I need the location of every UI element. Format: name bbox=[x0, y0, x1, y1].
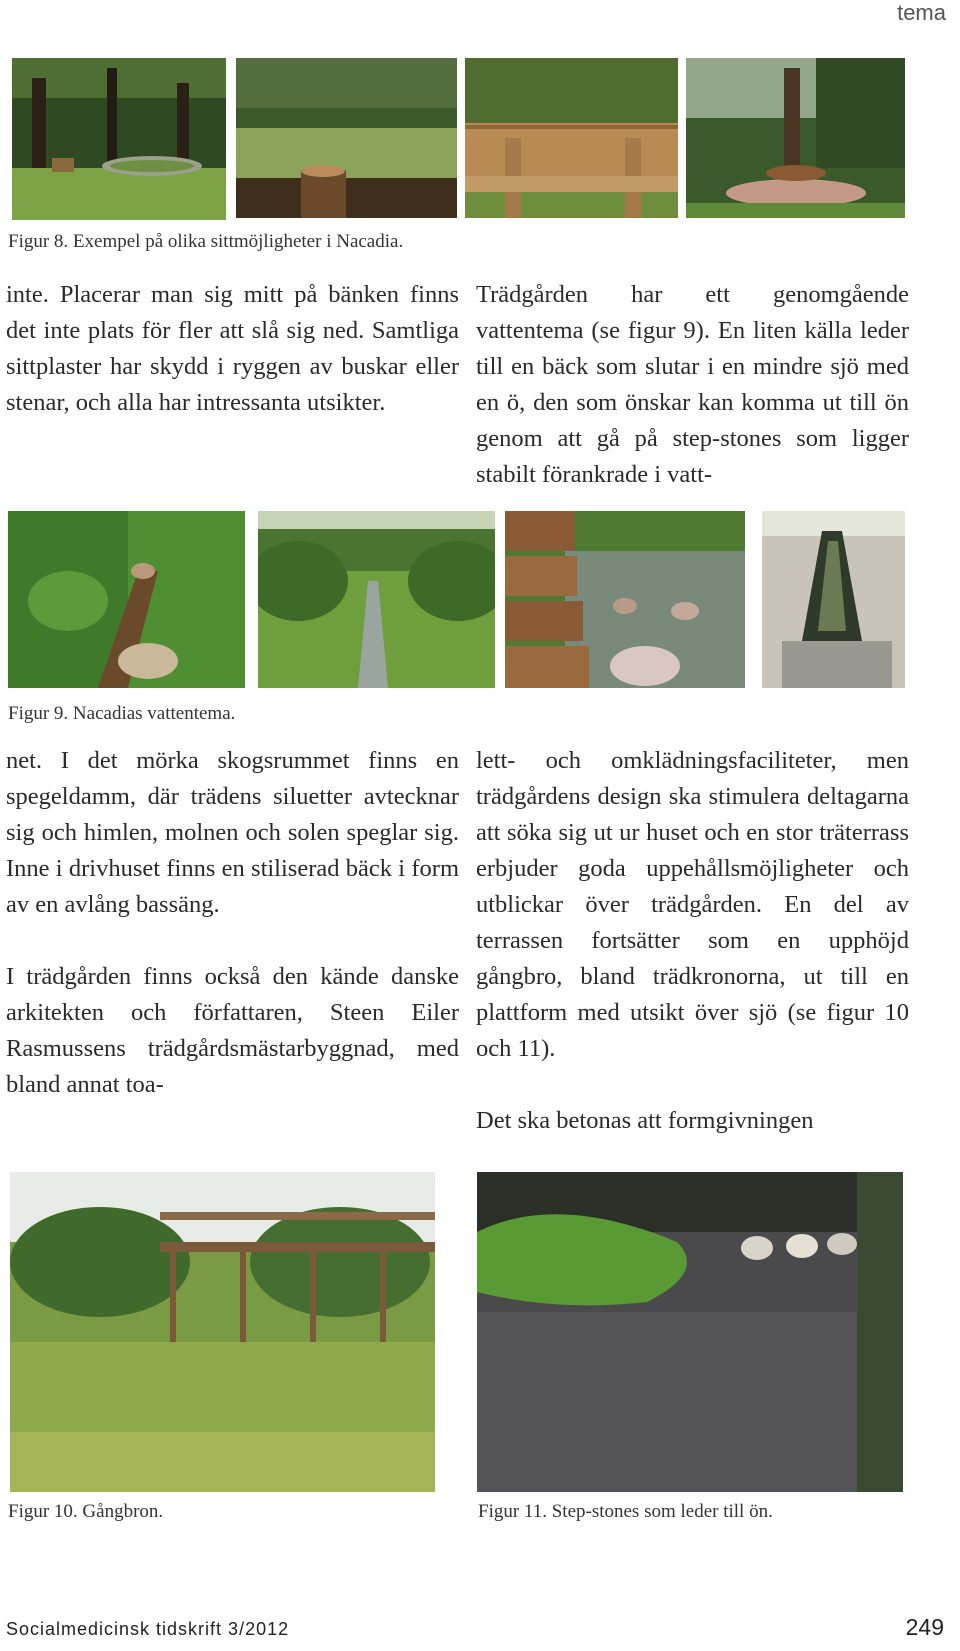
text-block-2-left bbox=[6, 743, 459, 1103]
spring-stream-photo bbox=[8, 511, 245, 688]
paragraph: Det ska betonas att formgivningen bbox=[476, 1107, 814, 1134]
paragraph: inte. Placerar man sig mitt på bänken finns det inte plats för fler att slå sig ned. Samtliga sittplaster har skydd i ryggen av buskar eller stenar, och alla har intressanta utsikter. bbox=[6, 281, 459, 416]
meadow-brook-photo bbox=[258, 511, 495, 688]
paragraph: Trädgården har ett genomgående vattentema (se figur 9). En liten källa leder till en bäck som slutar i en mindre sjö med en ö, den som önskar kan komma ut till ön genom att gå på step-stones som ligger stabilt förankrade i vatt- bbox=[476, 281, 909, 488]
paragraph: lett- och omklädningsfaciliteter, men trädgårdens design ska stimulera deltagarna att söka sig ut ur huset och en stor träterrass erbjuder goda uppehållsmöjligheter och utblickar över trädgården. En del av terrassen fortsätter som en upphöjd gångbro, bland trädkronorna, ut till en plattform med utsikt över sjö (se figur 10 och 11). bbox=[476, 747, 909, 1062]
text-block-2-right bbox=[476, 743, 909, 1139]
water-channel-photo bbox=[762, 511, 905, 688]
wooden-bench-photo bbox=[465, 58, 678, 218]
wooden-steps-photo bbox=[505, 511, 745, 688]
tree-stump-photo bbox=[236, 58, 457, 218]
journal-footer: Socialmedicinsk tidskrift 3/2012 bbox=[6, 1619, 290, 1639]
text-block-1-right bbox=[476, 277, 909, 493]
figure-8-caption: Figur 8. Exempel på olika sittmöjligheter i Nacadia. bbox=[8, 231, 404, 252]
text-block-1-left bbox=[6, 277, 459, 421]
figure-10-caption: Figur 10. Gångbron. bbox=[8, 1501, 164, 1522]
section-tag: tema bbox=[897, 0, 946, 25]
paragraph: I trädgården finns också den kände danske arkitekten och författaren, Steen Eiler Rasmussens trädgårdsmästarbyggnad, med bland annat toa- bbox=[6, 963, 459, 1098]
figure-9-caption: Figur 9. Nacadias vattentema. bbox=[8, 703, 236, 724]
paragraph: net. I det mörka skogsrummet finns en spegeldamm, där trädens siluetter avtecknar sig och himlen, molnen och solen speglar sig. Inne i drivhuset finns en stiliserad bäck i form av en avlång bassäng. bbox=[6, 747, 459, 918]
page-number: 249 bbox=[905, 1614, 944, 1640]
round-tree-bench-photo bbox=[686, 58, 905, 218]
figure-11-caption: Figur 11. Step-stones som leder till ön. bbox=[478, 1501, 773, 1522]
walkway-bridge-photo bbox=[10, 1172, 435, 1492]
forest-clearing-photo bbox=[12, 58, 226, 220]
step-stones-photo bbox=[477, 1172, 903, 1492]
